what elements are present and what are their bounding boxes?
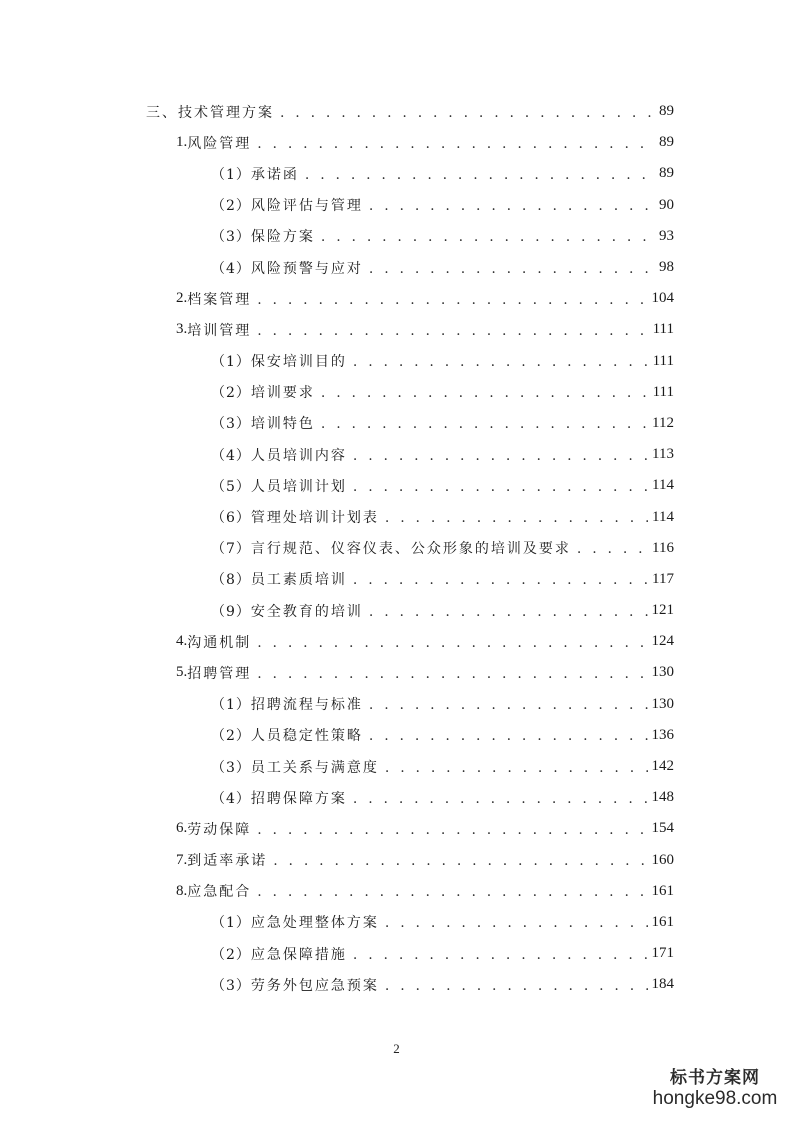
- toc-entry-number: （1）: [211, 915, 251, 932]
- toc-dot-leader: [321, 416, 648, 432]
- toc-dot-leader: [257, 666, 647, 682]
- toc-entry-number: （3）: [211, 416, 251, 433]
- toc-entry-title: 应急配合: [187, 884, 252, 901]
- toc-entry-number: （6）: [211, 510, 251, 527]
- toc-dot-leader: [321, 385, 649, 401]
- toc-entry-page: 161: [651, 882, 674, 899]
- toc-entry-number: （8）: [211, 572, 251, 589]
- toc-dot-leader: [369, 261, 655, 277]
- toc-entry[interactable]: [0, 314, 793, 345]
- toc-entry-title: 应急保障措施: [250, 946, 347, 963]
- toc-entry-page: 90: [659, 196, 674, 213]
- toc-entry[interactable]: [0, 533, 793, 564]
- toc-entry-title: 保安培训目的: [250, 354, 347, 371]
- toc-dot-leader: [353, 354, 649, 370]
- toc-entry-number: （1）: [211, 354, 251, 371]
- toc-entry-title: 技术管理方案: [178, 104, 274, 121]
- toc-dot-leader: [369, 728, 648, 744]
- toc-entry-title: 到适率承诺: [187, 853, 268, 870]
- toc-entry[interactable]: [0, 377, 793, 408]
- toc-entry-page: 136: [651, 726, 674, 743]
- toc-entry-page: 154: [651, 820, 674, 837]
- toc-entry-page: 93: [659, 227, 674, 244]
- toc-entry-title: 承诺函: [250, 166, 299, 183]
- toc-entry[interactable]: [0, 283, 793, 314]
- toc-dot-leader: [369, 697, 648, 713]
- toc-entry[interactable]: [0, 938, 793, 969]
- table-of-contents: [0, 96, 793, 1000]
- toc-entry-title: 培训要求: [250, 385, 315, 402]
- toc-entry-title: 员工素质培训: [250, 572, 347, 589]
- toc-entry[interactable]: [0, 689, 793, 720]
- toc-entry-number: （2）: [211, 728, 251, 745]
- toc-dot-leader: [385, 510, 648, 526]
- toc-entry-title: 管理处培训计划表: [250, 510, 379, 527]
- toc-entry-page: 104: [651, 290, 674, 307]
- toc-entry-number: 7.: [176, 851, 188, 868]
- toc-entry-page: 116: [652, 539, 674, 556]
- toc-entry[interactable]: [0, 470, 793, 501]
- toc-entry-title: 培训特色: [250, 416, 315, 433]
- toc-entry-number: 8.: [176, 882, 188, 899]
- toc-entry-number: （7）: [211, 541, 251, 558]
- toc-entry-number: 3.: [176, 321, 188, 338]
- toc-dot-leader: [385, 978, 648, 994]
- toc-entry[interactable]: [0, 751, 793, 782]
- toc-entry-title: 风险预警与应对: [250, 260, 363, 277]
- toc-entry[interactable]: [0, 221, 793, 252]
- toc-entry-page: 111: [652, 321, 674, 338]
- toc-entry-title: 招聘流程与标准: [250, 697, 363, 714]
- toc-entry-page: 111: [652, 383, 674, 400]
- toc-entry-title: 人员培训内容: [250, 447, 347, 464]
- toc-entry-page: 89: [659, 103, 674, 120]
- toc-entry[interactable]: [0, 439, 793, 470]
- toc-entry[interactable]: [0, 907, 793, 938]
- toc-entry-title: 沟通机制: [187, 634, 252, 651]
- toc-entry[interactable]: [0, 96, 793, 127]
- toc-dot-leader: [280, 105, 655, 121]
- toc-entry-number: （2）: [211, 385, 251, 402]
- toc-entry[interactable]: [0, 845, 793, 876]
- toc-entry-number: 5.: [176, 664, 188, 681]
- toc-entry-page: 89: [659, 165, 674, 182]
- toc-entry-number: （4）: [211, 790, 251, 807]
- toc-entry-title: 招聘管理: [187, 665, 252, 682]
- toc-entry-page: 148: [651, 789, 674, 806]
- toc-entry[interactable]: [0, 813, 793, 844]
- toc-dot-leader: [577, 541, 648, 557]
- toc-dot-leader: [305, 167, 655, 183]
- toc-entry-number: （5）: [211, 478, 251, 495]
- toc-entry-number: （1）: [211, 166, 251, 183]
- toc-dot-leader: [273, 853, 647, 869]
- toc-entry-number: （4）: [211, 260, 251, 277]
- toc-entry-title: 员工关系与满意度: [250, 759, 379, 776]
- toc-entry-page: 112: [652, 414, 674, 431]
- toc-entry[interactable]: [0, 564, 793, 595]
- toc-entry-number: 4.: [176, 633, 188, 650]
- toc-entry-page: 114: [652, 477, 674, 494]
- toc-entry-number: 1.: [176, 134, 188, 151]
- toc-dot-leader: [353, 947, 648, 963]
- toc-entry-page: 130: [651, 664, 674, 681]
- toc-entry-page: 142: [651, 758, 674, 775]
- toc-entry-number: （3）: [211, 759, 251, 776]
- toc-entry-number: 三、: [146, 104, 178, 121]
- toc-dot-leader: [257, 136, 655, 152]
- toc-entry[interactable]: [0, 595, 793, 626]
- toc-entry[interactable]: [0, 969, 793, 1000]
- toc-entry-title: 劳务外包应急预案: [250, 977, 379, 994]
- toc-entry-page: 130: [651, 695, 674, 712]
- toc-entry-title: 安全教育的培训: [250, 603, 363, 620]
- toc-entry-number: （4）: [211, 447, 251, 464]
- toc-dot-leader: [353, 448, 648, 464]
- toc-entry-page: 89: [659, 134, 674, 151]
- toc-dot-leader: [257, 635, 647, 651]
- toc-entry-page: 160: [651, 851, 674, 868]
- toc-entry-page: 98: [659, 259, 674, 276]
- toc-entry[interactable]: [0, 782, 793, 813]
- toc-entry[interactable]: [0, 127, 793, 158]
- toc-entry[interactable]: [0, 876, 793, 907]
- toc-dot-leader: [353, 791, 648, 807]
- toc-entry-number: （9）: [211, 603, 251, 620]
- toc-entry-number: 6.: [176, 820, 188, 837]
- toc-entry[interactable]: [0, 501, 793, 532]
- toc-entry-page: 161: [651, 913, 674, 930]
- toc-entry-title: 人员稳定性策略: [250, 728, 363, 745]
- toc-dot-leader: [369, 604, 648, 620]
- toc-entry-number: 2.: [176, 290, 188, 307]
- toc-entry-page: 117: [652, 570, 674, 587]
- toc-entry-title: 保险方案: [250, 229, 315, 246]
- toc-entry-title: 言行规范、仪容仪表、公众形象的培训及要求: [250, 541, 571, 558]
- toc-entry-page: 111: [652, 352, 674, 369]
- toc-entry-title: 人员培训计划: [250, 478, 347, 495]
- toc-dot-leader: [385, 760, 648, 776]
- toc-entry-title: 劳动保障: [187, 821, 252, 838]
- toc-dot-leader: [353, 479, 648, 495]
- toc-entry-number: （2）: [211, 946, 251, 963]
- toc-dot-leader: [257, 884, 647, 900]
- toc-entry-page: 124: [651, 633, 674, 650]
- toc-entry-number: （2）: [211, 198, 251, 215]
- toc-entry[interactable]: [0, 408, 793, 439]
- toc-dot-leader: [257, 292, 647, 308]
- toc-entry-page: 114: [652, 508, 674, 525]
- toc-entry-title: 档案管理: [187, 291, 252, 308]
- toc-entry-title: 应急处理整体方案: [250, 915, 379, 932]
- toc-dot-leader: [257, 323, 648, 339]
- toc-entry[interactable]: [0, 158, 793, 189]
- page-number: 2: [393, 1041, 400, 1056]
- toc-entry-title: 风险评估与管理: [250, 198, 363, 215]
- toc-dot-leader: [257, 822, 647, 838]
- watermark-logo: [649, 1068, 781, 1110]
- toc-entry-page: 184: [651, 976, 674, 993]
- toc-entry-title: 培训管理: [187, 322, 252, 339]
- toc-entry-number: （1）: [211, 697, 251, 714]
- toc-dot-leader: [369, 198, 655, 214]
- toc-entry[interactable]: [0, 657, 793, 688]
- toc-dot-leader: [385, 915, 648, 931]
- toc-entry-title: 招聘保障方案: [250, 790, 347, 807]
- watermark-title: 标书方案网: [670, 1068, 760, 1088]
- toc-entry-page: 113: [652, 446, 674, 463]
- watermark-url: hongke98.com: [652, 1088, 778, 1109]
- toc-dot-leader: [353, 572, 648, 588]
- toc-dot-leader: [321, 229, 655, 245]
- toc-entry-number: （3）: [211, 229, 251, 246]
- toc-entry[interactable]: [0, 252, 793, 283]
- toc-entry-title: 风险管理: [187, 135, 252, 152]
- toc-entry-page: 171: [651, 945, 674, 962]
- toc-entry-page: 121: [651, 602, 674, 619]
- toc-entry[interactable]: [0, 626, 793, 657]
- toc-entry[interactable]: [0, 346, 793, 377]
- toc-entry-number: （3）: [211, 977, 251, 994]
- toc-entry[interactable]: [0, 720, 793, 751]
- toc-entry[interactable]: [0, 190, 793, 221]
